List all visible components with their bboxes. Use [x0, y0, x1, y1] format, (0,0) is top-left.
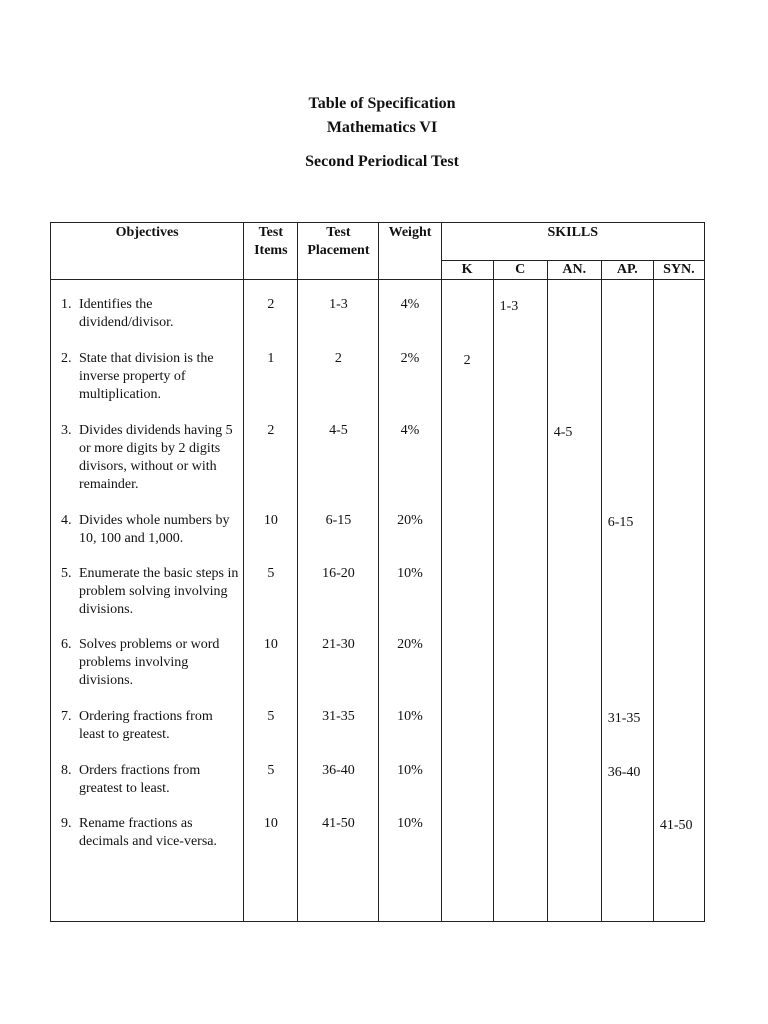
objective-item [61, 296, 239, 332]
table-cell-items: 2 [267, 297, 275, 312]
objective-item [61, 636, 239, 690]
objective-item [61, 708, 239, 744]
skill-syn-header: SYN. [653, 261, 704, 280]
table-cell-placement: 6-15 [325, 513, 352, 528]
test-placement-column [298, 280, 379, 922]
test-items-header: Test Items [244, 223, 298, 280]
table-cell-an: 4-5 [553, 425, 573, 440]
objective-item [61, 815, 239, 851]
table-cell-k: 2 [463, 353, 471, 368]
header-row [51, 223, 705, 261]
table-cell-ap: 6-15 [607, 515, 634, 530]
table-body-row [51, 280, 705, 922]
document-subject: Mathematics VI [326, 119, 438, 136]
table-cell-items: 5 [267, 709, 275, 724]
objective-number: 1. [61, 297, 72, 312]
table-cell-placement: 16-20 [322, 566, 355, 581]
objective-item [61, 422, 239, 494]
document-test-name: Second Periodical Test [305, 153, 459, 170]
skill-k-header: K [441, 261, 493, 280]
table-cell-placement: 41-50 [322, 816, 355, 831]
objectives-header: Objectives [51, 223, 244, 280]
table-cell-weight: 4% [400, 423, 420, 438]
objective-number: 6. [61, 637, 72, 652]
objective-text: Rename fractions as decimals and vice-versa. [79, 816, 217, 849]
objective-text: Solves problems or word problems involving divisions. [79, 637, 220, 688]
weight-header: Weight [379, 223, 441, 280]
table-cell-weight: 10% [397, 709, 423, 724]
table-cell-placement: 1-3 [329, 297, 348, 312]
table-cell-ap: 36-40 [607, 765, 641, 780]
skill-c-header: C [493, 261, 547, 280]
objective-text: Divides dividends having 5 or more digits by 2 digits divisors, without or with remainder. [79, 423, 233, 492]
table-cell-items: 10 [263, 513, 278, 528]
objective-text: Orders fractions from greatest to least. [79, 763, 201, 796]
table-cell-weight: 10% [397, 566, 423, 581]
table-cell-weight: 20% [397, 513, 423, 528]
table-cell-placement: 2 [334, 351, 342, 366]
test-items-column [244, 280, 298, 922]
table-cell-ap: 31-35 [607, 711, 641, 726]
table-cell-items: 10 [263, 637, 278, 652]
specification-table [50, 222, 705, 922]
objective-number: 7. [61, 709, 72, 724]
objective-text: State that division is the inverse property of multiplication. [79, 351, 214, 402]
skills-header: SKILLS [441, 223, 704, 261]
test-placement-header: Test Placement [298, 223, 379, 280]
objective-text: Divides whole numbers by 10, 100 and 1,000. [79, 513, 230, 546]
table-cell-c: 1-3 [499, 299, 519, 314]
table-cell-items: 10 [263, 816, 278, 831]
table-cell-weight: 20% [397, 637, 423, 652]
objective-item [61, 762, 239, 798]
table-cell-items: 1 [267, 351, 275, 366]
objective-number: 3. [61, 423, 72, 438]
table-cell-placement: 21-30 [322, 637, 355, 652]
objective-number: 5. [61, 566, 72, 581]
objective-text: Enumerate the basic steps in problem solving involving divisions. [79, 566, 239, 617]
objective-item [61, 512, 239, 548]
document-title: Table of Specification [308, 95, 456, 112]
table-cell-items: 5 [267, 566, 275, 581]
objective-item [61, 565, 239, 619]
weight-column [379, 280, 441, 922]
skill-ap-header: AP. [601, 261, 653, 280]
objective-text: Ordering fractions from least to greatest. [79, 709, 213, 742]
skill-an-header: AN. [547, 261, 601, 280]
objective-item [61, 350, 239, 404]
table-cell-weight: 10% [397, 816, 423, 831]
table-cell-weight: 4% [400, 297, 420, 312]
table-cell-placement: 4-5 [329, 423, 348, 438]
skill-ap-column [601, 280, 653, 922]
table-cell-weight: 2% [400, 351, 420, 366]
objective-number: 8. [61, 763, 72, 778]
objective-text: Identifies the dividend/divisor. [79, 297, 174, 330]
skill-k-column [441, 280, 493, 922]
objective-number: 2. [61, 351, 72, 366]
objectives-column [51, 280, 244, 922]
table-cell-placement: 36-40 [322, 763, 355, 778]
document-title-block [0, 92, 764, 174]
table-cell-placement: 31-35 [322, 709, 355, 724]
table-cell-items: 5 [267, 763, 275, 778]
table-cell-items: 2 [267, 423, 275, 438]
objective-number: 9. [61, 816, 72, 831]
table-cell-weight: 10% [397, 763, 423, 778]
table-cell-syn: 41-50 [659, 818, 693, 833]
skill-an-column [547, 280, 601, 922]
skill-c-column [493, 280, 547, 922]
skill-syn-column [653, 280, 704, 922]
objective-number: 4. [61, 513, 72, 528]
